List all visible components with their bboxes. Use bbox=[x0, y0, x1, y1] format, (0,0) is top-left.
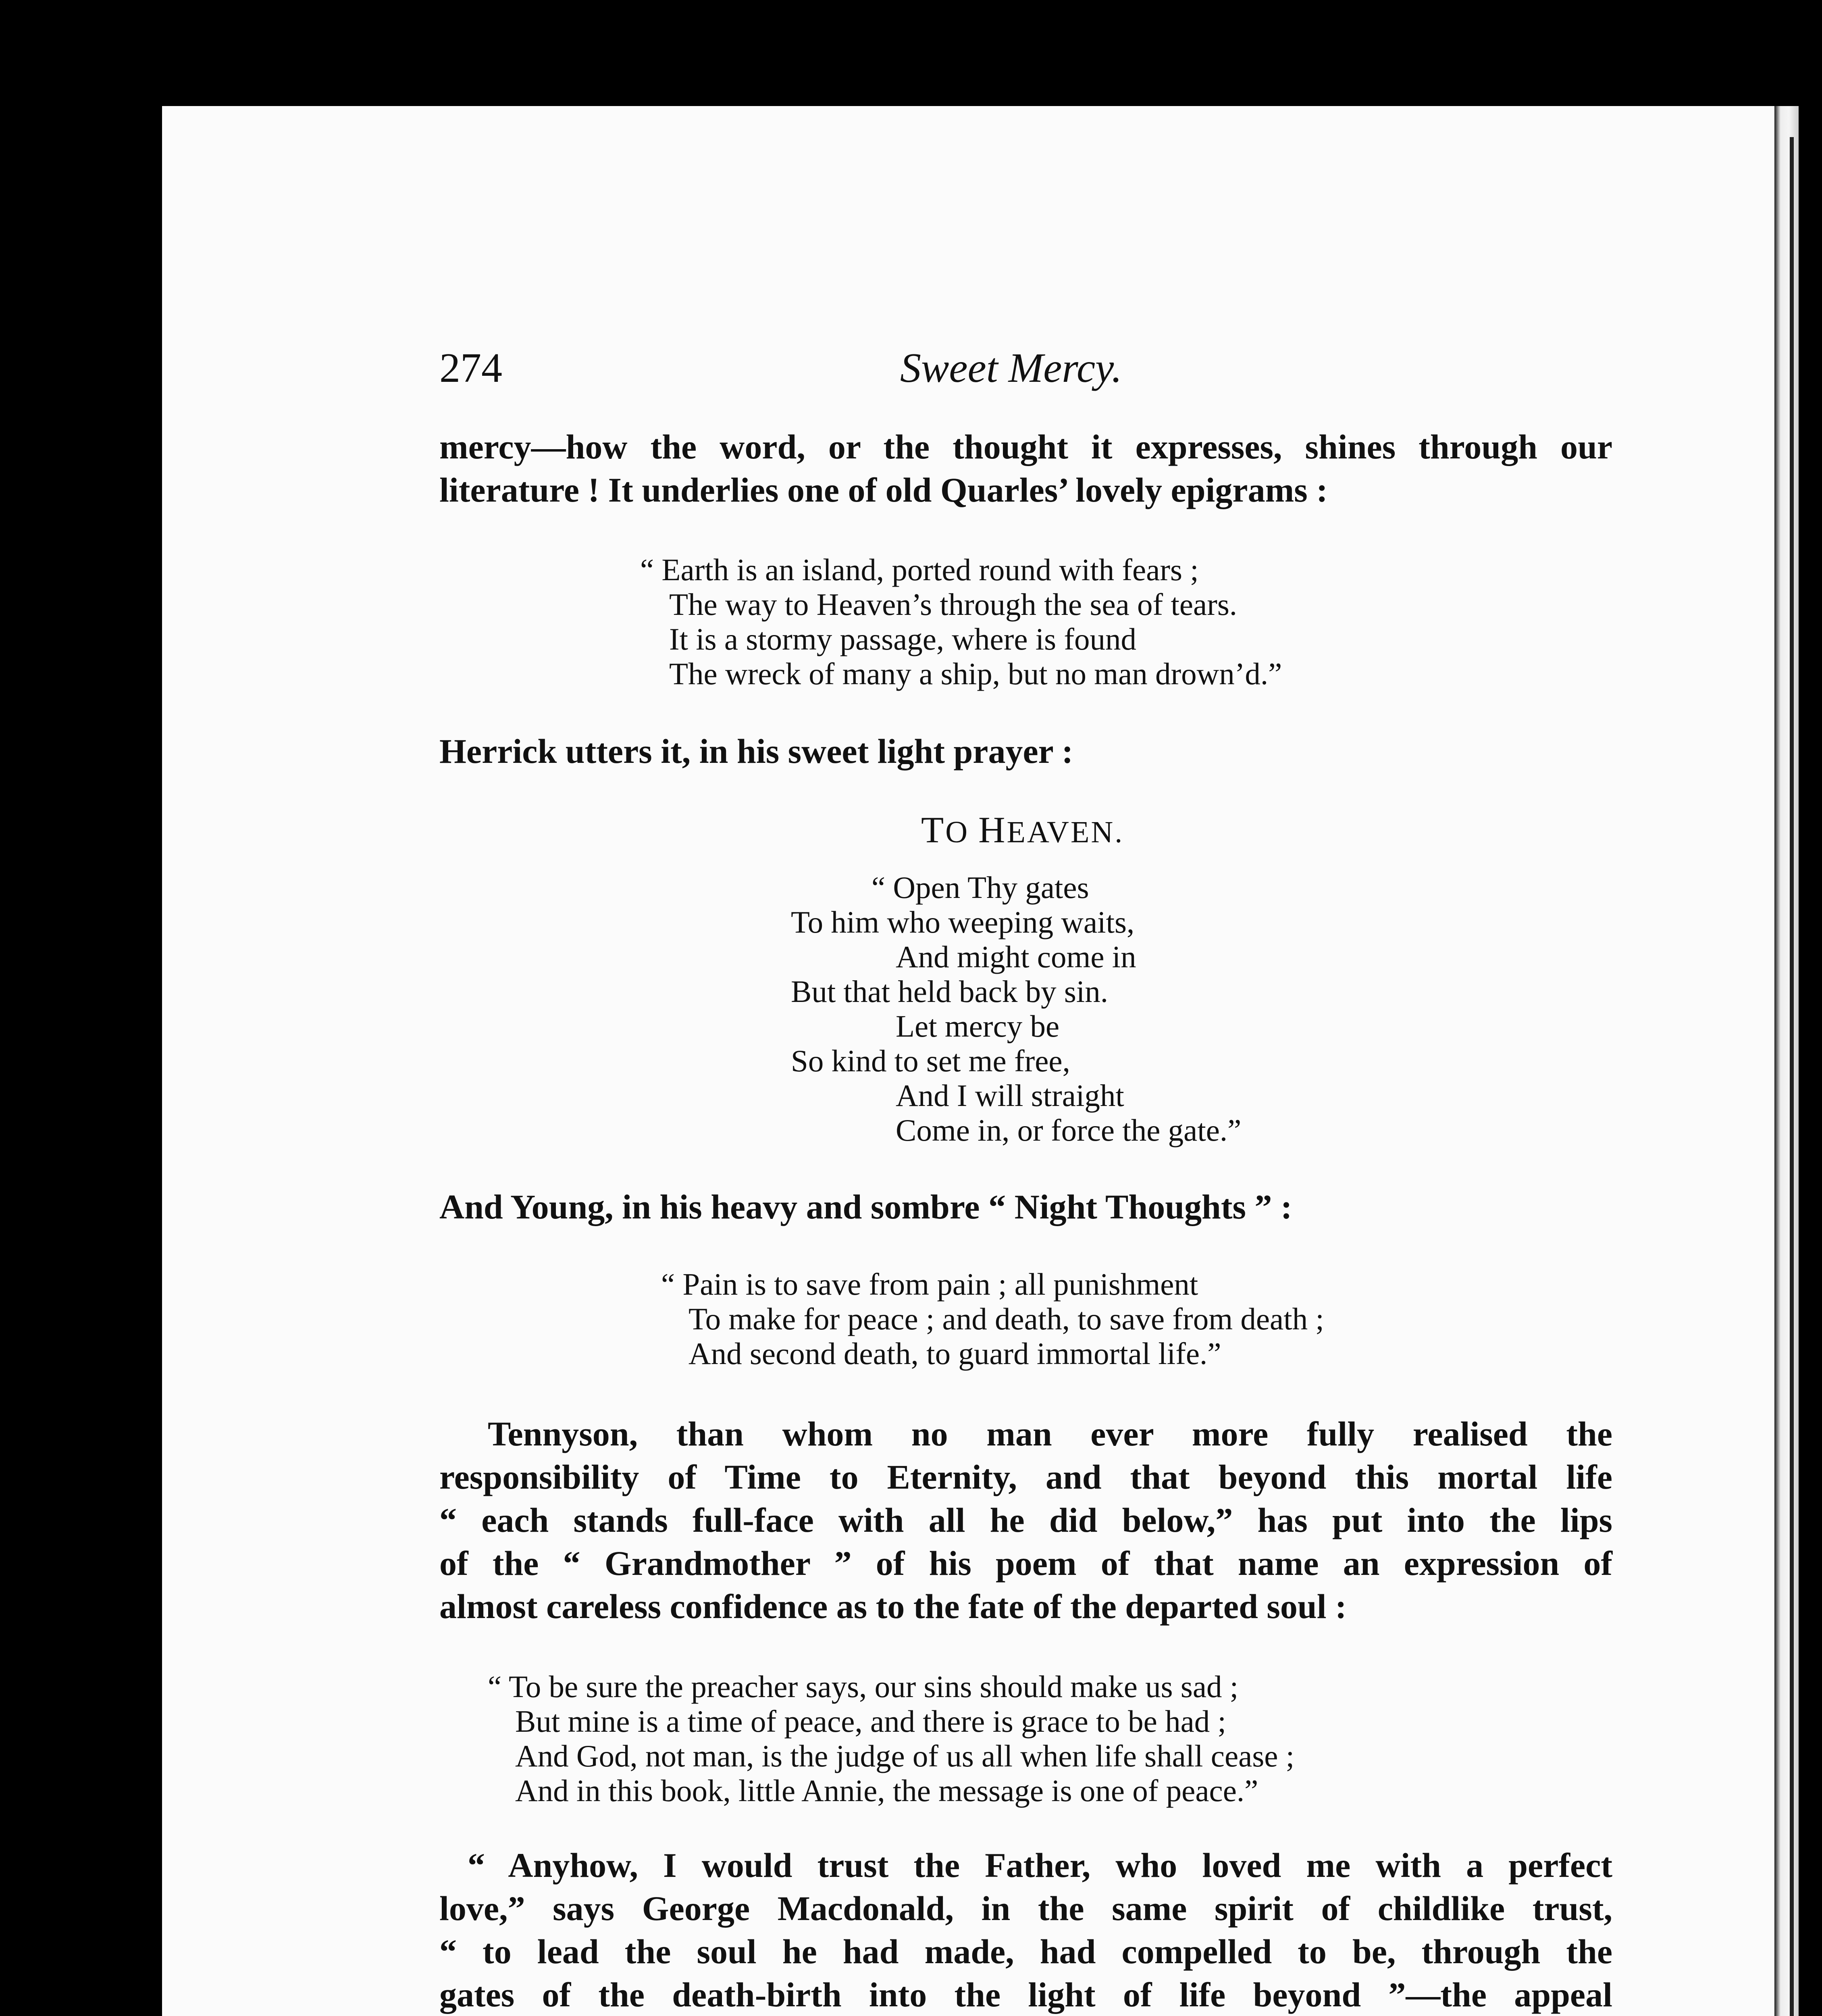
title-part: T bbox=[921, 809, 946, 850]
verse-line: To him who weeping waits, bbox=[791, 905, 1135, 939]
page-edge-shadow bbox=[1790, 137, 1794, 2016]
verse-line: It is a stormy passage, where is found bbox=[669, 622, 1137, 656]
quarles-epigram bbox=[640, 552, 1282, 691]
running-title: Sweet Mercy. bbox=[900, 345, 1122, 391]
verse-line: “ Open Thy gates bbox=[871, 870, 1089, 905]
text-line: And Young, in his heavy and sombre “ Night Thoughts ” : bbox=[439, 1187, 1292, 1226]
text-line: responsibility of Time to Eternity, and that beyond this mortal life bbox=[439, 1458, 1612, 1496]
intro-paragraph bbox=[439, 425, 1612, 512]
verse-line: “ Pain is to save from pain ; all punishment bbox=[661, 1267, 1198, 1302]
page-edge bbox=[1774, 106, 1799, 2016]
verse-line: “ To be sure the preacher says, our sins should make us sad ; bbox=[488, 1669, 1239, 1704]
herrick-poem bbox=[791, 870, 1241, 1148]
text-line: Herrick utters it, in his sweet light prayer : bbox=[439, 732, 1073, 771]
verse-line: And I will straight bbox=[896, 1078, 1124, 1113]
verse-line: “ Earth is an island, ported round with fears ; bbox=[640, 552, 1199, 587]
young-verse bbox=[661, 1267, 1324, 1371]
text-line: mercy—how the word, or the thought it expresses, shines through our bbox=[439, 427, 1612, 466]
text-line: of the “ Grandmother ” of his poem of that name an expression of bbox=[439, 1544, 1612, 1583]
poem-title bbox=[921, 808, 1124, 851]
text-line: literature ! It underlies one of old Quarles’ lovely epigrams : bbox=[439, 471, 1328, 509]
text-line: gates of the death-birth into the light of life beyond ”—the appeal bbox=[439, 1975, 1612, 2014]
title-part: EAVEN. bbox=[1007, 815, 1124, 849]
herrick-intro bbox=[439, 730, 1612, 773]
page-number: 274 bbox=[439, 345, 502, 391]
text-line: “ each stands full-face with all he did below,” has put into the lips bbox=[439, 1501, 1612, 1539]
young-intro bbox=[439, 1185, 1612, 1229]
macdonald-paragraph bbox=[439, 1844, 1612, 2016]
verse-line: Come in, or force the gate.” bbox=[896, 1113, 1242, 1148]
title-part: O bbox=[945, 815, 979, 849]
verse-line: To make for peace ; and death, to save from death ; bbox=[688, 1302, 1324, 1336]
verse-line: The way to Heaven’s through the sea of tears. bbox=[669, 587, 1238, 622]
verse-line: The wreck of many a ship, but no man drown’d.” bbox=[669, 656, 1282, 691]
tennyson-paragraph bbox=[439, 1412, 1612, 1628]
verse-line: And might come in bbox=[896, 939, 1136, 974]
verse-line: Let mercy be bbox=[896, 1009, 1060, 1043]
text-line: Tennyson, than whom no man ever more fully realised the bbox=[488, 1414, 1612, 1453]
verse-line: But that held back by sin. bbox=[791, 974, 1108, 1009]
verse-line: And second death, to guard immortal life.” bbox=[688, 1336, 1221, 1371]
grandmother-verse bbox=[488, 1669, 1294, 1808]
verse-line: But mine is a time of peace, and there is grace to be had ; bbox=[515, 1704, 1226, 1739]
verse-line: And in this book, little Annie, the message is one of peace.” bbox=[515, 1773, 1258, 1808]
text-line: almost careless confidence as to the fate of the departed soul : bbox=[439, 1587, 1347, 1626]
verse-line: So kind to set me free, bbox=[791, 1043, 1070, 1078]
text-line: “ to lead the soul he had made, had compelled to be, through the bbox=[439, 1932, 1612, 1971]
text-line: “ Anyhow, I would trust the Father, who loved me with a perfect bbox=[468, 1846, 1612, 1885]
verse-line: And God, not man, is the judge of us all when life shall cease ; bbox=[515, 1739, 1295, 1773]
title-part: H bbox=[978, 809, 1007, 850]
text-line: love,” says George Macdonald, in the same spirit of childlike trust, bbox=[439, 1889, 1612, 1928]
